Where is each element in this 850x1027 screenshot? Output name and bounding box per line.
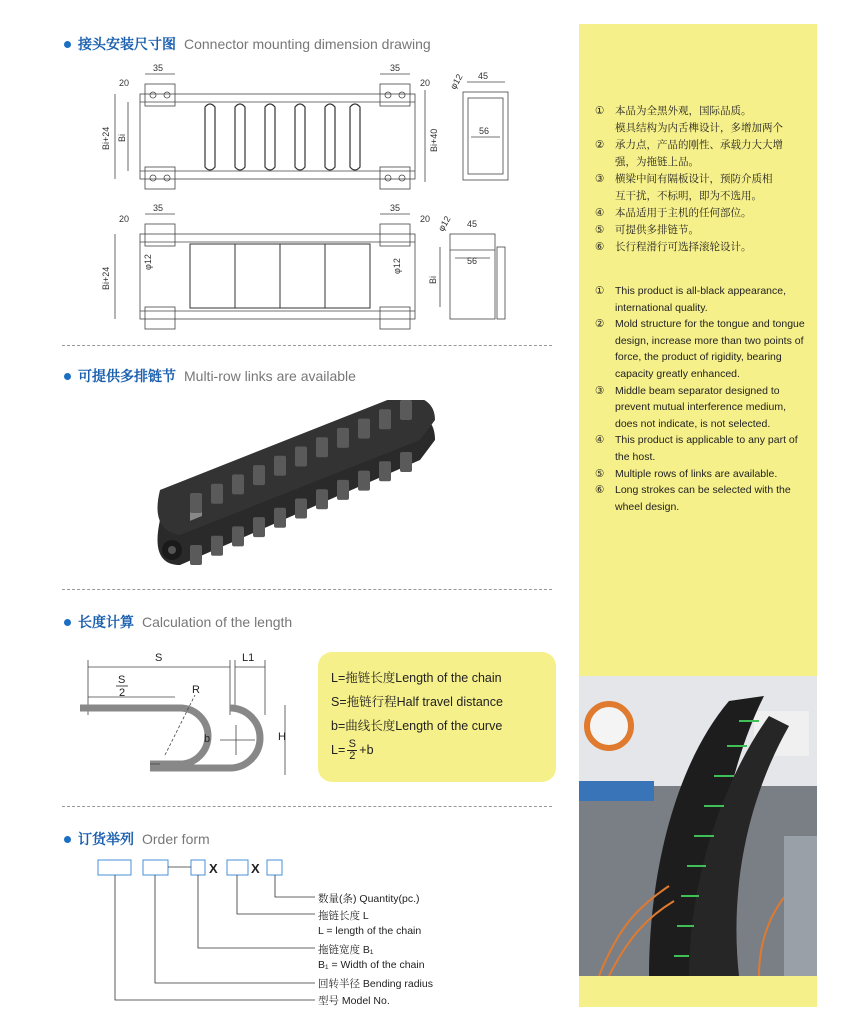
list-item — [595, 316, 810, 382]
list-item-text: 本品为全黑外观，国际品质。 — [615, 105, 752, 117]
section-title-en: Order form — [142, 831, 210, 847]
label-h: H — [278, 731, 286, 743]
formula-b: b=曲线长度Length of the curve — [331, 719, 503, 733]
list-item-text: This product is applicable to any part of the host. — [615, 434, 798, 463]
chain-link-hole — [253, 465, 265, 485]
dim-label: 56 — [467, 256, 478, 266]
list-item-number: ③ — [595, 384, 605, 397]
chain-link-hole — [211, 484, 223, 504]
features-cn-list — [595, 103, 810, 256]
dim-label: Bi+24 — [101, 266, 111, 290]
dim-label: 35 — [153, 63, 164, 73]
length-diagram — [70, 645, 310, 785]
chain-link-hole — [337, 428, 349, 448]
section-title-cn: 长度计算 — [78, 614, 134, 630]
list-item-text: 互干扰，不标明，即为不选用。 — [615, 190, 762, 202]
label-r: R — [192, 684, 200, 696]
chain-link-hole — [379, 409, 391, 429]
list-item-number: ⑥ — [595, 241, 605, 253]
list-item-text: 强，为拖链上品。 — [615, 156, 699, 168]
chain-link-hole — [190, 493, 202, 513]
dim-label: 56 — [479, 126, 490, 136]
list-item — [595, 383, 810, 433]
list-item-number: ④ — [595, 434, 605, 447]
list-item — [595, 466, 810, 483]
list-item-text: 横梁中间有隔板设计，预防介质相 — [615, 173, 773, 185]
list-item — [595, 120, 810, 137]
multirow-chain-image — [150, 400, 440, 568]
dim-label: Bi+24 — [101, 126, 111, 150]
dim-label: φ12 — [448, 72, 465, 91]
label-s-den: 2 — [119, 687, 126, 699]
list-item-number: ② — [595, 318, 605, 331]
order-box-width — [191, 860, 205, 875]
application-photo — [579, 676, 817, 976]
label-b: b — [204, 733, 211, 745]
chain-link-hole — [232, 474, 244, 494]
formula-calc-prefix: L= — [331, 743, 346, 757]
list-item — [595, 171, 810, 188]
chain-link-hole — [379, 461, 391, 481]
list-item-text: Middle beam separator designed to prevent mutual interference medium, does not indicate, is not selected. — [615, 384, 786, 430]
order-label-width-en: B₁ = Width of the chain — [318, 959, 425, 971]
divider — [62, 345, 552, 346]
label-s: S — [155, 652, 163, 664]
list-item-number: ② — [595, 139, 605, 151]
list-item-number: ④ — [595, 207, 605, 219]
order-x-2: X — [251, 861, 260, 876]
section-title-en: Calculation of the length — [142, 614, 293, 630]
chain-link-hole — [358, 471, 370, 491]
dim-label: Bi — [117, 133, 127, 142]
order-form-diagram — [95, 855, 325, 1010]
list-item-text: This product is all-black appearance, international quality. — [615, 285, 787, 314]
chain-link-hole — [295, 447, 307, 467]
chain-link-hole — [400, 400, 412, 420]
order-label-width-cn: 拖链宽度 B₁ — [318, 944, 374, 956]
section-title-cn: 接头安装尺寸图 — [78, 36, 176, 52]
section-title-order — [64, 829, 210, 849]
list-item-text: 承力点，产品的刚性、承载力大大增 — [615, 139, 783, 151]
list-item-text: Mold structure for the tongue and tongue design, increase more than two points of force, the product of rigidity, bearing capacity greatly enhanced. — [615, 318, 805, 380]
list-item — [595, 137, 810, 154]
label-l1: L1 — [242, 652, 255, 664]
chain-link-hole — [316, 489, 328, 509]
order-box-quantity — [267, 860, 282, 875]
order-x-1: X — [209, 861, 218, 876]
dim-label: φ12 — [143, 254, 153, 270]
list-item — [595, 188, 810, 205]
dim-label: 45 — [467, 219, 478, 229]
list-item-text: 模具结构为内舌榫设计，多增加两个 — [615, 122, 783, 134]
dim-label: Bi — [428, 275, 438, 284]
chain-link-hole — [337, 480, 349, 500]
order-label-model: 型号 Model No. — [318, 995, 390, 1007]
list-item-text: Multiple rows of links are available. — [615, 467, 778, 480]
fraction-numerator: S — [348, 738, 356, 751]
list-item-text: Long strokes can be selected with the wheel design. — [615, 484, 791, 513]
order-box-radius — [143, 860, 168, 875]
dim-label: 45 — [478, 71, 489, 81]
bullet-icon — [64, 373, 71, 380]
list-item-number: ① — [595, 105, 605, 117]
section-title-length — [64, 612, 292, 632]
dim-label: φ12 — [436, 214, 453, 233]
bullet-icon — [64, 41, 71, 48]
chain-link-hole — [316, 437, 328, 457]
chain-link-hole — [400, 452, 412, 472]
dim-label: 35 — [390, 203, 401, 213]
section-title-cn: 订货举列 — [78, 831, 134, 847]
formula-l: L=拖链长度Length of the chain — [331, 671, 502, 685]
dim-label: Bi+40 — [429, 128, 439, 152]
dim-label: 20 — [119, 78, 130, 88]
dim-label: 35 — [390, 63, 401, 73]
section-title-multirow — [64, 366, 356, 386]
section-title-dimension — [64, 34, 431, 54]
dim-label: φ12 — [392, 258, 402, 274]
list-item — [595, 283, 810, 316]
chain-link-hole — [274, 456, 286, 476]
list-item — [595, 205, 810, 222]
application-photo-drawing — [579, 676, 817, 976]
list-item — [595, 482, 810, 515]
dim-label: 20 — [420, 78, 431, 88]
chain-link-hole — [211, 536, 223, 556]
dimension-drawing — [95, 62, 535, 337]
chain-link-hole — [232, 526, 244, 546]
dim-label: 35 — [153, 203, 164, 213]
chain-link-hole — [358, 419, 370, 439]
section-title-cn: 可提供多排链节 — [78, 368, 176, 384]
list-item-number: ③ — [595, 173, 605, 185]
divider — [62, 806, 552, 807]
dim-label: 20 — [119, 214, 130, 224]
list-item-number: ⑤ — [595, 467, 605, 480]
list-item-text: 长行程滑行可选择滚轮设计。 — [615, 241, 752, 253]
bullet-icon — [64, 619, 71, 626]
chain-link-hole — [295, 499, 307, 519]
formula-calc-suffix: +b — [359, 743, 374, 757]
chain-link-hole — [190, 545, 202, 565]
order-box-length — [227, 860, 248, 875]
order-label-quantity: 数量(条) Quantity(pc.) — [318, 893, 420, 905]
divider — [62, 589, 552, 590]
order-box-model — [98, 860, 131, 875]
list-item — [595, 154, 810, 171]
list-item — [595, 222, 810, 239]
order-label-radius: 回转半径 Bending radius — [318, 978, 433, 990]
formula-box — [318, 652, 556, 782]
list-item-number: ⑥ — [595, 484, 605, 497]
dim-label: 20 — [420, 214, 431, 224]
order-label-length-en: L = length of the chain — [318, 925, 422, 937]
section-title-en: Multi-row links are available — [184, 368, 356, 384]
label-s-num: S — [118, 674, 126, 686]
list-item-number: ① — [595, 285, 605, 297]
features-en-list — [595, 283, 810, 515]
list-item — [595, 103, 810, 120]
list-item — [595, 432, 810, 465]
section-title-en: Connector mounting dimension drawing — [184, 36, 431, 52]
formula-s: S=拖链行程Half travel distance — [331, 695, 503, 709]
list-item-text: 可提供多排链节。 — [615, 224, 699, 236]
list-item-number: ⑤ — [595, 224, 605, 236]
list-item-number — [595, 188, 615, 205]
chain-link-hole — [274, 508, 286, 528]
formula-calc — [331, 738, 556, 762]
order-label-length-cn: 拖链长度 L — [318, 910, 369, 922]
list-item — [595, 239, 810, 256]
fraction-denominator: 2 — [349, 750, 356, 763]
chain-link-hole — [253, 517, 265, 537]
formula-fraction — [347, 739, 357, 762]
list-item-text: 本品适用于主机的任何部位。 — [615, 207, 752, 219]
bullet-icon — [64, 836, 71, 843]
list-item-number — [595, 154, 615, 171]
list-item-number — [595, 120, 615, 137]
